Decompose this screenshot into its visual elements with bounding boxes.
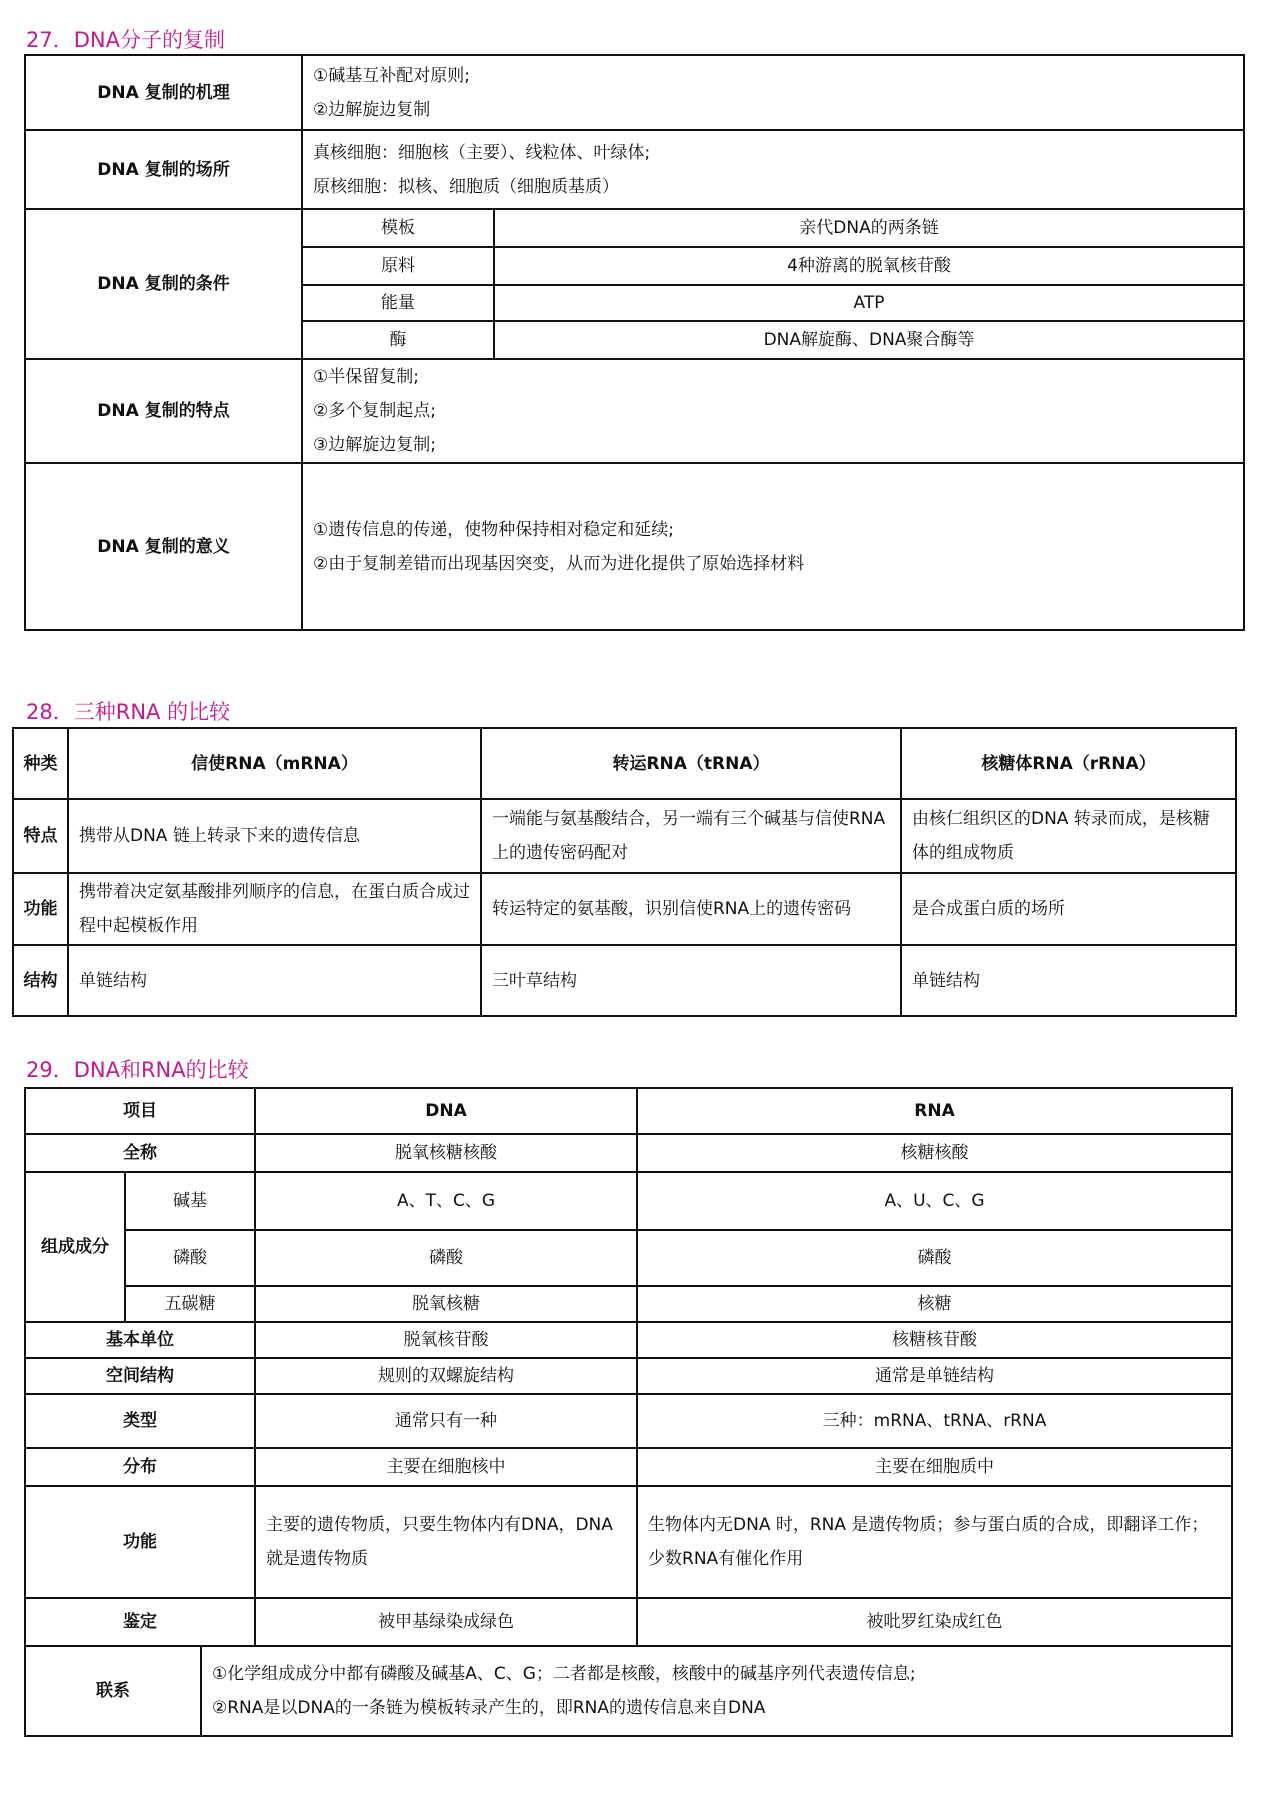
cell: 单链结构 [68,945,481,1016]
meaning-line: ①遗传信息的传递，使物种保持相对稳定和延续; [313,519,674,540]
trna-header: 转运RNA（tRNA） [481,728,901,799]
dna-cell: 脱氧核苷酸 [255,1322,637,1358]
rna-header: RNA [637,1088,1232,1134]
condition-value: ATP [494,285,1244,321]
dna-cell: 脱氧核糖 [255,1286,637,1322]
feature-line: ②多个复制起点; [313,401,436,421]
section-29-title: 29．DNA和RNA的比较 [26,1058,249,1082]
condition-label: DNA 复制的条件 [25,209,302,359]
condition-value: 亲代DNA的两条链 [494,209,1244,247]
row-label: 分布 [25,1448,255,1486]
condition-value: DNA解旋酶、DNA聚合酶等 [494,321,1244,359]
cell: 三叶草结构 [481,945,901,1016]
cell: 携带从DNA 链上转录下来的遗传信息 [68,799,481,873]
rna-cell: 核糖核苷酸 [637,1322,1232,1358]
composition-key: 五碳糖 [125,1286,255,1322]
row-label: 鉴定 [25,1598,255,1646]
row-label: 结构 [13,945,68,1016]
rna-cell: 核糖核酸 [637,1134,1232,1172]
condition-value: 4种游离的脱氧核苷酸 [494,247,1244,285]
row-label: 空间结构 [25,1358,255,1394]
row-label: 特点 [13,799,68,873]
meaning-line: ②由于复制差错而出现基因突变，从而为进化提供了原始选择材料 [313,553,805,574]
mrna-header: 信使RNA（mRNA） [68,728,481,799]
mechanism-line: ②边解旋边复制 [313,99,431,120]
dna-replication-table [24,54,1245,631]
rrna-header: 核糖体RNA（rRNA） [901,728,1236,799]
dna-cell: 通常只有一种 [255,1394,637,1448]
mechanism-label: DNA 复制的机理 [25,55,302,130]
dna-cell: 主要的遗传物质，只要生物体内有DNA，DNA就是遗传物质 [255,1486,637,1598]
rna-cell: 磷酸 [637,1230,1232,1286]
feature-line: ①半保留复制; [313,367,419,387]
composition-key: 碱基 [125,1172,255,1230]
feature-label: DNA 复制的特点 [25,359,302,463]
row-label: 功能 [13,873,68,945]
cell: 携带着决定氨基酸排列顺序的信息，在蛋白质合成过程中起模板作用 [68,873,481,945]
place-line: 原核细胞：拟核、细胞质（细胞质基质） [313,176,619,197]
meaning-label: DNA 复制的意义 [25,463,302,630]
fullname-label: 全称 [25,1134,255,1172]
rna-cell: 生物体内无DNA 时，RNA 是遗传物质；参与蛋白质的合成，即翻译工作；少数RNA有催化作用 [637,1486,1232,1598]
condition-key: 酶 [302,321,494,359]
link-line: ②RNA是以DNA的一条链为模板转录产生的，即RNA的遗传信息来自DNA [212,1698,766,1718]
cell: 由核仁组织区的DNA 转录而成，是核糖体的组成物质 [901,799,1236,873]
rna-cell: 被吡罗红染成红色 [637,1598,1232,1646]
dna-cell: 被甲基绿染成绿色 [255,1598,637,1646]
rna-cell: 三种：mRNA、tRNA、rRNA [637,1394,1232,1448]
rna-cell: 通常是单链结构 [637,1358,1232,1394]
cell: 是合成蛋白质的场所 [901,873,1236,945]
item-header: 项目 [25,1088,255,1134]
dna-cell: A、T、C、G [255,1172,637,1230]
composition-key: 磷酸 [125,1230,255,1286]
row-label: 类型 [25,1394,255,1448]
section-28-title: 28．三种RNA 的比较 [26,700,231,724]
section-27-title: 27．DNA分子的复制 [26,28,225,52]
cell: 转运特定的氨基酸，识别信使RNA上的遗传密码 [481,873,901,945]
dna-rna-comparison-table [24,1087,1233,1737]
mechanism-line: ①碱基互补配对原则; [313,65,470,86]
dna-cell: 磷酸 [255,1230,637,1286]
cell: 单链结构 [901,945,1236,1016]
rna-types-table [12,727,1237,1017]
place-label: DNA 复制的场所 [25,130,302,209]
dna-cell: 规则的双螺旋结构 [255,1358,637,1394]
condition-key: 原料 [302,247,494,285]
link-label: 联系 [25,1646,201,1736]
dna-cell: 脱氧核糖核酸 [255,1134,637,1172]
feature-line: ③边解旋边复制; [313,435,436,455]
condition-key: 能量 [302,285,494,321]
condition-key: 模板 [302,209,494,247]
cell: 一端能与氨基酸结合，另一端有三个碱基与信使RNA上的遗传密码配对 [481,799,901,873]
dna-cell: 主要在细胞核中 [255,1448,637,1486]
type-header: 种类 [13,728,68,799]
place-line: 真核细胞：细胞核（主要）、线粒体、叶绿体; [313,142,651,163]
rna-cell: A、U、C、G [637,1172,1232,1230]
link-line: ①化学组成成分中都有磷酸及碱基A、C、G；二者都是核酸，核酸中的碱基序列代表遗传信息; [212,1664,916,1684]
rna-cell: 主要在细胞质中 [637,1448,1232,1486]
row-label: 功能 [25,1486,255,1598]
rna-cell: 核糖 [637,1286,1232,1322]
composition-label: 组成成分 [25,1172,125,1322]
dna-header: DNA [255,1088,637,1134]
row-label: 基本单位 [25,1322,255,1358]
